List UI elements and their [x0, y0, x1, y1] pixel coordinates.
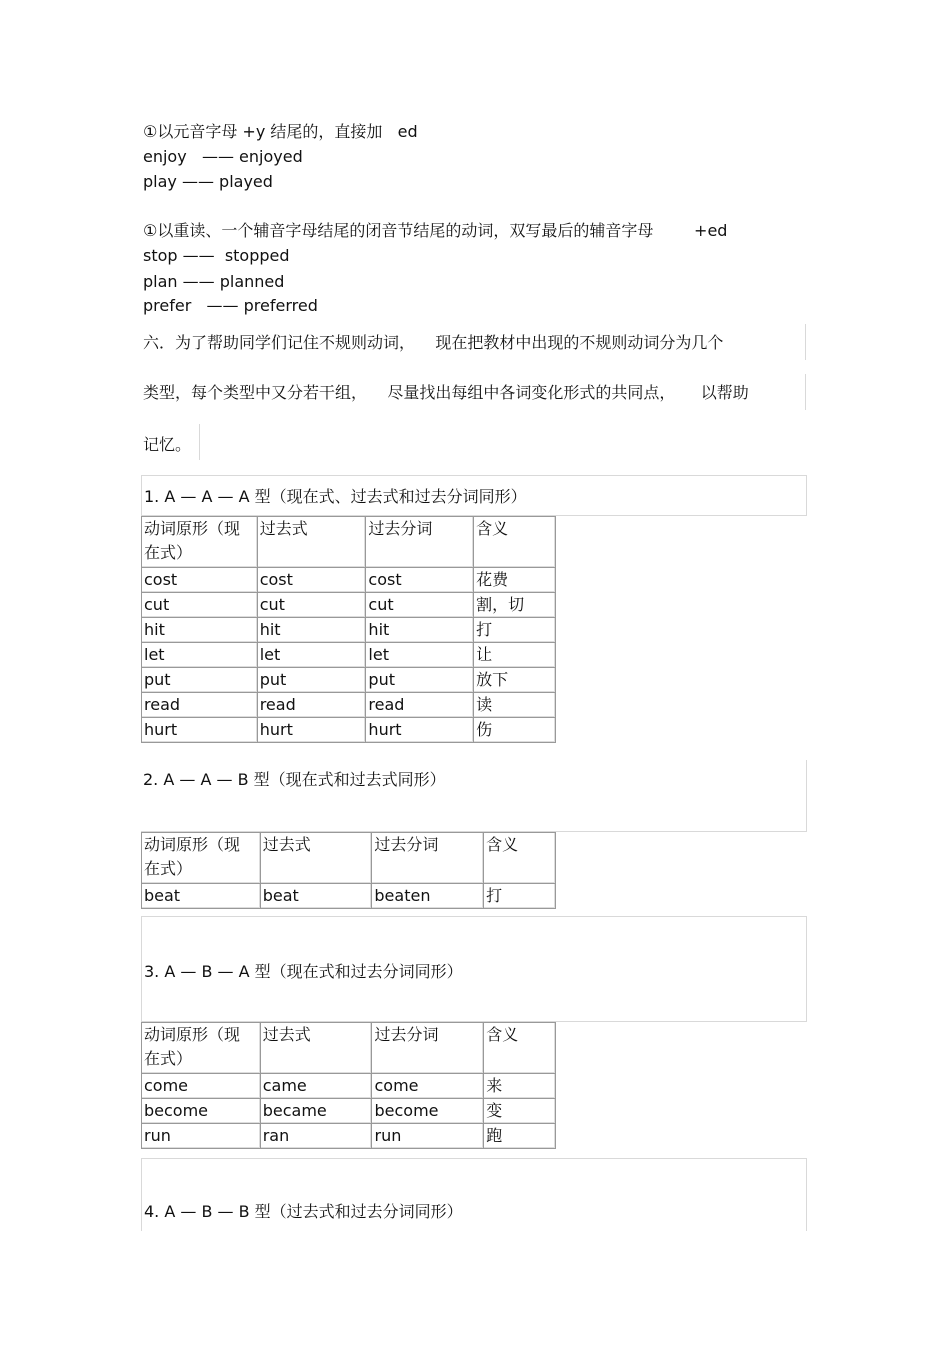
cell: read: [142, 693, 258, 718]
cell: 伤: [474, 718, 556, 743]
cell: cost: [257, 568, 366, 593]
group1-title: 1. A — A — A 型（现在式、过去式和过去分词同形）: [144, 487, 527, 506]
table-row: [142, 884, 556, 909]
group1-table: [141, 516, 556, 743]
cell: become: [142, 1099, 261, 1124]
cell: 让: [474, 643, 556, 668]
cell: became: [260, 1099, 372, 1124]
group2-title: 2. A — A — B 型（现在式和过去式同形）: [143, 770, 446, 789]
cell: came: [260, 1074, 372, 1099]
table-row: [142, 643, 556, 668]
cell: let: [142, 643, 258, 668]
cell: hit: [142, 618, 258, 643]
group3-title: 3. A — B — A 型（现在式和过去分词同形）: [144, 962, 463, 981]
cell: hurt: [257, 718, 366, 743]
group2-table: [141, 832, 556, 909]
rule-y-example-2: play —— played: [143, 172, 273, 191]
cell: come: [142, 1074, 261, 1099]
cell: run: [372, 1124, 484, 1149]
table-header-row: [142, 833, 556, 884]
cell: 割，切: [474, 593, 556, 618]
section-six-line2: 类型，每个类型中又分若干组， 尽量找出每组中各词变化形式的共同点， 以帮助: [143, 383, 749, 402]
header-past-participle: 过去分词: [372, 1023, 484, 1074]
cell: hurt: [142, 718, 258, 743]
table-row: [142, 718, 556, 743]
cell: 打: [484, 884, 556, 909]
cell: put: [257, 668, 366, 693]
group4-title: 4. A — B — B 型（过去式和过去分词同形）: [144, 1202, 463, 1221]
section-six-line3: 记忆。: [143, 435, 192, 454]
cell: hit: [257, 618, 366, 643]
section-six-line1: 六．为了帮助同学们记住不规则动词， 现在把教材中出现的不规则动词分为几个: [143, 333, 724, 352]
table-row: [142, 1074, 556, 1099]
rule-double-example-2: plan —— planned: [143, 272, 285, 291]
group3-table: [141, 1022, 556, 1149]
cell: 花费: [474, 568, 556, 593]
cell: hit: [366, 618, 474, 643]
group3-title-box: [141, 916, 807, 1022]
header-base-form: 动词原形（现 在式）: [142, 517, 258, 568]
cell: cut: [257, 593, 366, 618]
header-meaning: 含义: [484, 1023, 556, 1074]
header-past: 过去式: [257, 517, 366, 568]
rule-y-example-1: enjoy —— enjoyed: [143, 147, 303, 166]
cell: 打: [474, 618, 556, 643]
table-row: [142, 593, 556, 618]
cell: cut: [142, 593, 258, 618]
cell: let: [257, 643, 366, 668]
rule-double-example-1: stop —— stopped: [143, 246, 290, 265]
cell: 来: [484, 1074, 556, 1099]
table-header-row: [142, 1023, 556, 1074]
header-past: 过去式: [260, 1023, 372, 1074]
cell: put: [142, 668, 258, 693]
table-row: [142, 568, 556, 593]
cell: 放下: [474, 668, 556, 693]
cell: 读: [474, 693, 556, 718]
cell: cost: [142, 568, 258, 593]
cell: beat: [260, 884, 372, 909]
header-meaning: 含义: [484, 833, 556, 884]
cell: beaten: [372, 884, 484, 909]
cell: read: [257, 693, 366, 718]
header-base-form: 动词原形（现 在式）: [142, 833, 261, 884]
group4-title-box: [141, 1158, 807, 1231]
cell: let: [366, 643, 474, 668]
cell: read: [366, 693, 474, 718]
rule-y-heading: ①以元音字母 +y 结尾的，直接加 ed: [143, 122, 418, 141]
cell: run: [142, 1124, 261, 1149]
group1-title-box: [141, 475, 807, 516]
rule-double-heading: ①以重读、一个辅音字母结尾的闭音节结尾的动词，双写最后的辅音字母 +ed: [143, 221, 728, 240]
table-row: [142, 1099, 556, 1124]
cell: beat: [142, 884, 261, 909]
table-row: [142, 618, 556, 643]
table-row: [142, 693, 556, 718]
cell: put: [366, 668, 474, 693]
table-row: [142, 668, 556, 693]
header-past-participle: 过去分词: [372, 833, 484, 884]
cell: 变: [484, 1099, 556, 1124]
cell: become: [372, 1099, 484, 1124]
cell: cost: [366, 568, 474, 593]
header-past: 过去式: [260, 833, 372, 884]
cell: 跑: [484, 1124, 556, 1149]
cell: ran: [260, 1124, 372, 1149]
table-row: [142, 1124, 556, 1149]
cell: hurt: [366, 718, 474, 743]
table-header-row: [142, 517, 556, 568]
cell: come: [372, 1074, 484, 1099]
header-base-form: 动词原形（现 在式）: [142, 1023, 261, 1074]
rule-double-example-3: prefer —— preferred: [143, 296, 318, 315]
cell: cut: [366, 593, 474, 618]
header-past-participle: 过去分词: [366, 517, 474, 568]
header-meaning: 含义: [474, 517, 556, 568]
group2-title-box: [141, 760, 807, 832]
